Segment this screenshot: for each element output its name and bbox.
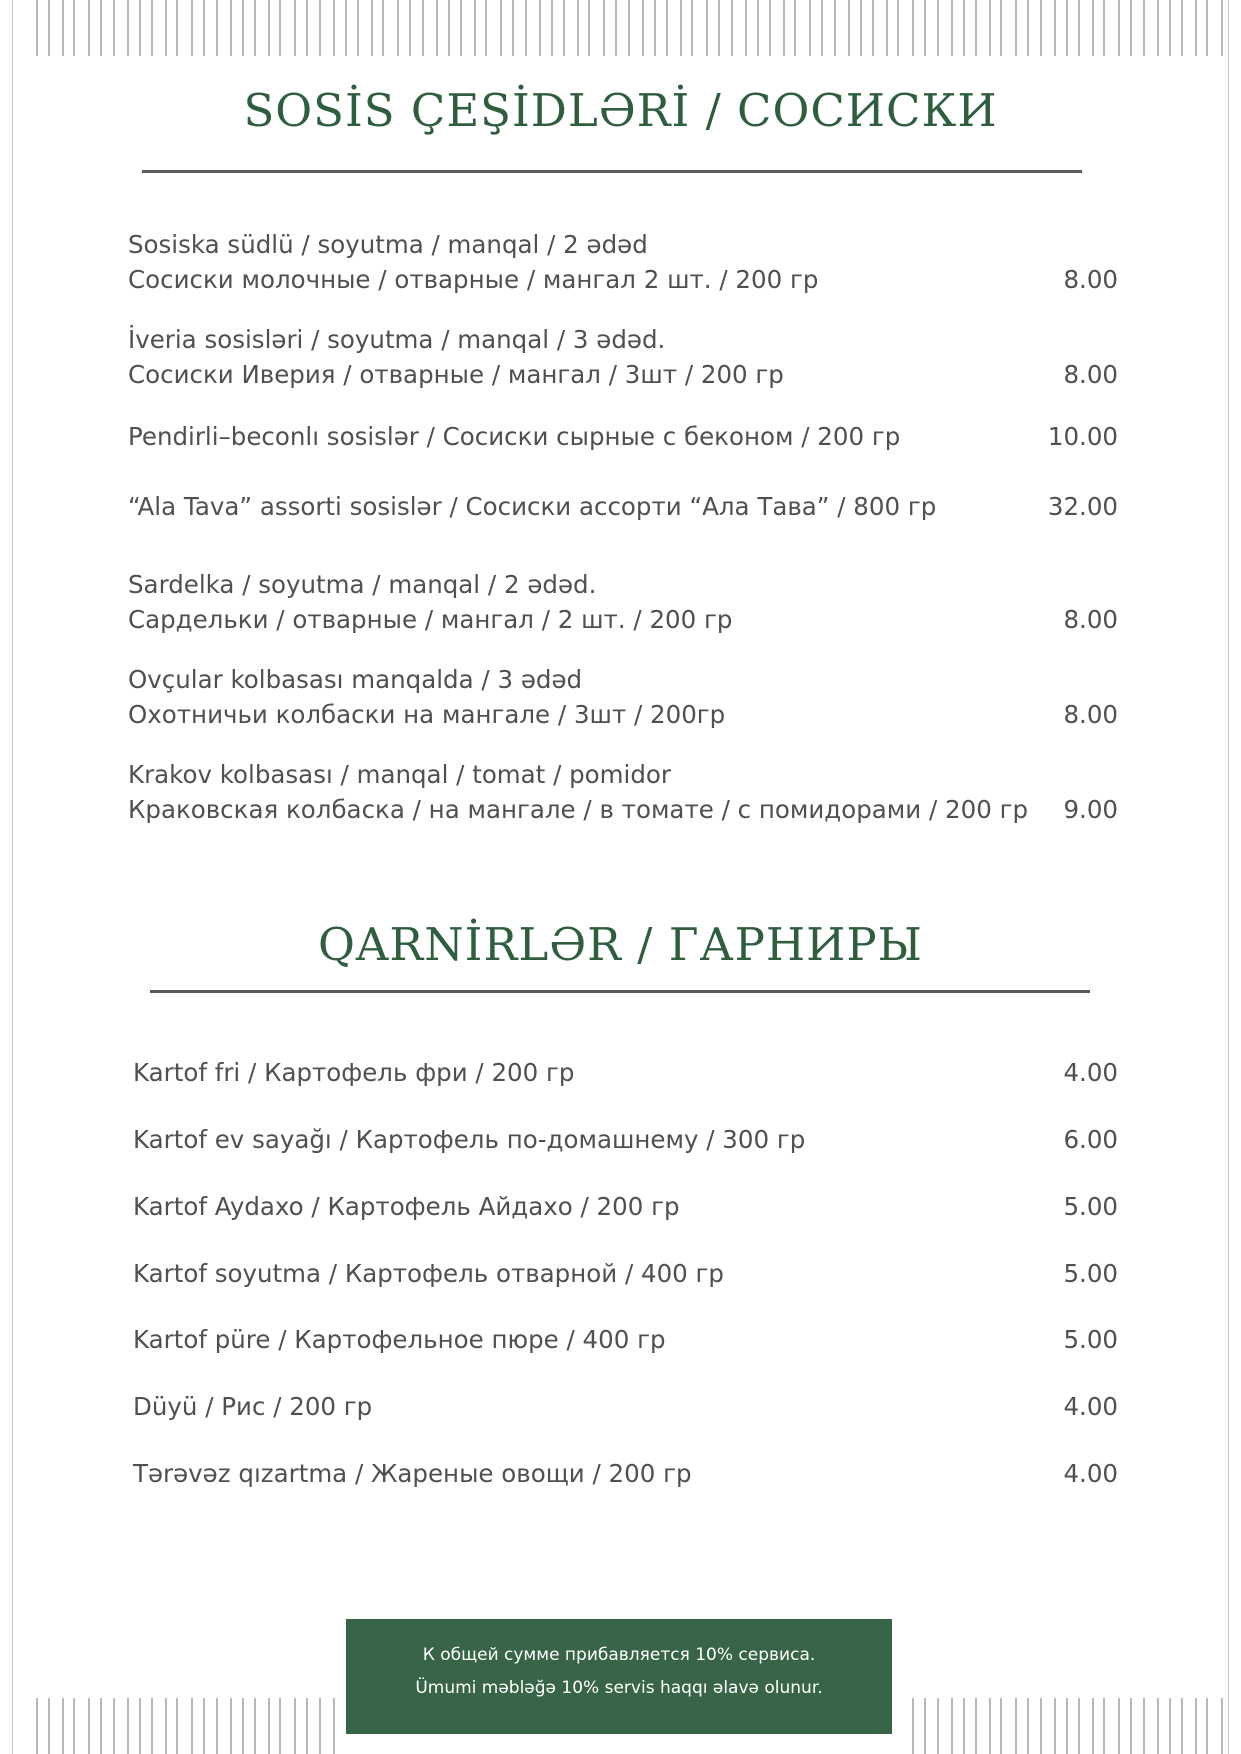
decorative-stripe: [127, 1698, 129, 1754]
decorative-stripe: [886, 0, 888, 56]
item-name: Tərəvəz qızartma / Жареные овощи / 200 гр: [133, 1459, 692, 1488]
decorative-stripe: [872, 0, 874, 56]
decorative-stripe: [563, 0, 565, 56]
section-title-side-dishes: QARNİRLƏR / ГАРНИРЫ: [318, 918, 923, 971]
service-charge-notice: [346, 1619, 892, 1734]
decorative-stripe: [757, 0, 759, 56]
decorative-stripe: [769, 0, 771, 56]
decorative-stripe: [951, 1698, 953, 1754]
decorative-stripe: [242, 0, 244, 56]
decorative-stripe: [525, 0, 527, 56]
decorative-stripe: [113, 0, 115, 56]
decorative-stripe: [216, 0, 218, 56]
decorative-stripe: [1118, 1698, 1120, 1754]
decorative-stripe: [1000, 1698, 1002, 1754]
decorative-stripe: [48, 1698, 50, 1754]
decorative-stripe: [951, 0, 953, 56]
notice-text-ru: К общей сумме прибавляется 10% сервиса.: [422, 1645, 816, 1665]
decorative-stripe: [474, 0, 476, 56]
menu-item: [133, 1192, 1118, 1221]
decorative-stripe: [500, 0, 502, 56]
decorative-stripe: [357, 0, 359, 56]
decorative-stripe: [1015, 1698, 1017, 1754]
decorative-stripe: [333, 1698, 335, 1754]
section-title-sausages: SOSİS ÇEŞİDLƏRİ / СОСИСКИ: [243, 84, 998, 137]
decorative-stripe: [409, 0, 411, 56]
item-price: 9.00: [1063, 795, 1118, 824]
decorative-stripe: [1103, 0, 1105, 56]
decorative-stripe: [963, 0, 965, 56]
menu-item: [133, 1259, 1118, 1288]
decorative-stripe: [1157, 0, 1159, 56]
item-price: 8.00: [1063, 605, 1118, 634]
decorative-stripe: [36, 1698, 38, 1754]
decorative-stripe: [1157, 1698, 1159, 1754]
decorative-stripe: [191, 0, 193, 56]
decorative-stripe: [460, 0, 462, 56]
decorative-stripe: [73, 0, 75, 56]
decorative-stripe: [127, 0, 129, 56]
decorative-stripe: [666, 0, 668, 56]
item-name: Kartof ev sayağı / Картофель по-домашнему / 300 гр: [133, 1125, 806, 1154]
decorative-stripe: [436, 0, 438, 56]
decorative-stripe: [88, 0, 90, 56]
decorative-stripe: [100, 0, 102, 56]
item-name-az: Sosiska südlü / soyutma / manqal / 2 ədəd: [128, 230, 648, 259]
decorative-stripe: [706, 0, 708, 56]
menu-item: [128, 665, 1118, 729]
left-frame-line: [12, 0, 13, 1754]
decorative-stripe: [254, 0, 256, 56]
item-price: 32.00: [1047, 492, 1118, 521]
decorative-stripe: [963, 1698, 965, 1754]
item-price: 6.00: [1063, 1125, 1118, 1154]
decorative-stripe: [203, 1698, 205, 1754]
decorative-stripe: [848, 0, 850, 56]
decorative-stripe: [345, 0, 347, 56]
decorative-stripe: [1078, 1698, 1080, 1754]
decorative-stripe: [924, 1698, 926, 1754]
decorative-stripe: [731, 0, 733, 56]
decorative-stripe: [48, 0, 50, 56]
item-name-az: Ovçular kolbasası manqalda / 3 ədəd: [128, 665, 583, 694]
decorative-stripe: [821, 0, 823, 56]
decorative-stripe: [1103, 1698, 1105, 1754]
decorative-stripe: [718, 0, 720, 56]
decorative-stripe: [1000, 0, 1002, 56]
menu-item: [133, 1392, 1118, 1421]
item-name-ru: Охотничьи колбаски на мангале / 3шт / 200гр: [128, 700, 726, 729]
decorative-stripe: [912, 0, 914, 56]
decorative-stripe: [989, 1698, 991, 1754]
decorative-stripe: [73, 1698, 75, 1754]
decorative-stripe: [151, 1698, 153, 1754]
decorative-stripe: [333, 0, 335, 56]
menu-item: [128, 422, 1118, 451]
item-price: 5.00: [1063, 1192, 1118, 1221]
decorative-stripe: [860, 0, 862, 56]
item-name-az: Krakov kolbasası / manqal / tomat / pomidor: [128, 760, 671, 789]
decorative-stripe: [975, 0, 977, 56]
decorative-stripe: [615, 0, 617, 56]
decorative-stripe: [642, 0, 644, 56]
decorative-stripe: [1206, 0, 1208, 56]
menu-item: [133, 1125, 1118, 1154]
decorative-stripe: [794, 0, 796, 56]
decorative-stripe: [230, 1698, 232, 1754]
item-price: 8.00: [1063, 360, 1118, 389]
decorative-stripe: [1169, 0, 1171, 56]
decorative-stripe: [588, 0, 590, 56]
decorative-stripe: [165, 0, 167, 56]
decorative-stripe: [36, 0, 38, 56]
item-name: “Ala Tava” assorti sosislər / Сосиски ассорти “Ала Тава” / 800 гр: [128, 492, 937, 521]
decorative-stripe: [1143, 1698, 1145, 1754]
item-name: Kartof fri / Картофель фри / 200 гр: [133, 1058, 575, 1087]
item-name-ru: Краковская колбаска / на мангале / в томате / с помидорами / 200 гр: [128, 795, 1028, 824]
item-name-az: İveria sosisləri / soyutma / manqal / 3 ədəd.: [128, 325, 666, 354]
decorative-stripe: [294, 1698, 296, 1754]
decorative-stripe: [577, 0, 579, 56]
decorative-stripe: [691, 0, 693, 56]
decorative-stripe: [113, 1698, 115, 1754]
decorative-stripe: [62, 0, 64, 56]
decorative-stripe: [1040, 1698, 1042, 1754]
decorative-stripe: [1195, 0, 1197, 56]
decorative-stripe: [176, 1698, 178, 1754]
decorative-stripe: [422, 0, 424, 56]
decorative-stripe: [975, 1698, 977, 1754]
item-price: 4.00: [1063, 1459, 1118, 1488]
item-name: Pendirli–beconlı sosislər / Сосиски сырные с беконом / 200 гр: [128, 422, 901, 451]
decorative-stripe: [139, 0, 141, 56]
decorative-stripe: [1221, 0, 1223, 56]
decorative-stripe: [176, 0, 178, 56]
right-frame-line: [1228, 0, 1229, 1754]
decorative-stripe: [551, 0, 553, 56]
decorative-stripe: [1066, 0, 1068, 56]
item-price: 4.00: [1063, 1058, 1118, 1087]
menu-item: [128, 760, 1118, 824]
decorative-stripe: [1181, 1698, 1183, 1754]
decorative-stripe: [1181, 0, 1183, 56]
decorative-stripe: [680, 0, 682, 56]
item-price: 5.00: [1063, 1259, 1118, 1288]
decorative-stripe: [897, 0, 899, 56]
item-name: Düyü / Рис / 200 гр: [133, 1392, 373, 1421]
decorative-stripe: [371, 0, 373, 56]
decorative-stripe: [809, 0, 811, 56]
decorative-stripe: [937, 1698, 939, 1754]
decorative-stripe: [319, 0, 321, 56]
menu-item: [133, 1058, 1118, 1087]
item-price: 4.00: [1063, 1392, 1118, 1421]
decorative-stripe: [1027, 1698, 1029, 1754]
decorative-stripe: [1221, 1698, 1223, 1754]
decorative-stripe: [628, 0, 630, 56]
decorative-stripe: [151, 0, 153, 56]
decorative-stripe: [512, 0, 514, 56]
decorative-stripe: [1027, 0, 1029, 56]
item-price: 8.00: [1063, 700, 1118, 729]
decorative-stripe: [1015, 0, 1017, 56]
decorative-stripe: [268, 1698, 270, 1754]
item-name: Kartof Aydaxo / Картофель Айдахо / 200 гр: [133, 1192, 680, 1221]
decorative-stripe: [62, 1698, 64, 1754]
decorative-stripe: [834, 0, 836, 56]
menu-item: [128, 570, 1118, 634]
item-name-ru: Сосиски Иверия / отварные / мангал / 3шт / 200 гр: [128, 360, 784, 389]
decorative-stripe: [745, 0, 747, 56]
decorative-stripe: [1078, 0, 1080, 56]
decorative-stripe: [937, 0, 939, 56]
decorative-stripe: [306, 0, 308, 56]
decorative-stripe: [306, 1698, 308, 1754]
decorative-stripe: [1118, 0, 1120, 56]
decorative-stripe: [1040, 0, 1042, 56]
decorative-stripe: [783, 0, 785, 56]
decorative-stripe: [1130, 0, 1132, 56]
decorative-stripe: [191, 1698, 193, 1754]
item-name: Kartof püre / Картофельное пюре / 400 гр: [133, 1325, 666, 1354]
decorative-stripe: [539, 0, 541, 56]
decorative-stripe: [1066, 1698, 1068, 1754]
decorative-stripe: [294, 0, 296, 56]
menu-item: [133, 1459, 1118, 1488]
decorative-stripe: [319, 1698, 321, 1754]
decorative-stripe: [279, 0, 281, 56]
decorative-stripe: [279, 1698, 281, 1754]
decorative-stripe: [485, 0, 487, 56]
decorative-stripe: [165, 1698, 167, 1754]
decorative-stripe: [88, 1698, 90, 1754]
decorative-stripe: [448, 0, 450, 56]
item-name: Kartof soyutma / Картофель отварной / 400 гр: [133, 1259, 724, 1288]
decorative-stripe: [912, 1698, 914, 1754]
item-price: 8.00: [1063, 265, 1118, 294]
item-name-ru: Сосиски молочные / отварные / мангал 2 шт. / 200 гр: [128, 265, 819, 294]
decorative-stripe: [1195, 1698, 1197, 1754]
decorative-stripe: [1169, 1698, 1171, 1754]
decorative-stripe: [254, 1698, 256, 1754]
top-stripe-band: [0, 0, 1241, 56]
decorative-stripe: [1054, 0, 1056, 56]
menu-item: [128, 492, 1118, 521]
decorative-stripe: [1130, 1698, 1132, 1754]
decorative-stripe: [654, 0, 656, 56]
decorative-stripe: [603, 0, 605, 56]
decorative-stripe: [1092, 1698, 1094, 1754]
decorative-stripe: [230, 0, 232, 56]
section-divider: [142, 170, 1082, 173]
decorative-stripe: [1143, 0, 1145, 56]
section-divider: [150, 990, 1090, 993]
decorative-stripe: [1054, 1698, 1056, 1754]
decorative-stripe: [1206, 1698, 1208, 1754]
item-price: 10.00: [1047, 422, 1118, 451]
decorative-stripe: [100, 1698, 102, 1754]
decorative-stripe: [924, 0, 926, 56]
menu-item: [128, 325, 1118, 389]
decorative-stripe: [139, 1698, 141, 1754]
decorative-stripe: [216, 1698, 218, 1754]
item-price: 5.00: [1063, 1325, 1118, 1354]
decorative-stripe: [989, 0, 991, 56]
decorative-stripe: [203, 0, 205, 56]
menu-item: [128, 230, 1118, 294]
decorative-stripe: [268, 0, 270, 56]
decorative-stripe: [1092, 0, 1094, 56]
item-name-az: Sardelka / soyutma / manqal / 2 ədəd.: [128, 570, 597, 599]
decorative-stripe: [397, 0, 399, 56]
item-name-ru: Сардельки / отварные / мангал / 2 шт. / 200 гр: [128, 605, 733, 634]
decorative-stripe: [242, 1698, 244, 1754]
menu-item: [133, 1325, 1118, 1354]
decorative-stripe: [382, 0, 384, 56]
notice-text-az: Ümumi məbləğə 10% servis haqqı əlavə olunur.: [415, 1678, 823, 1698]
